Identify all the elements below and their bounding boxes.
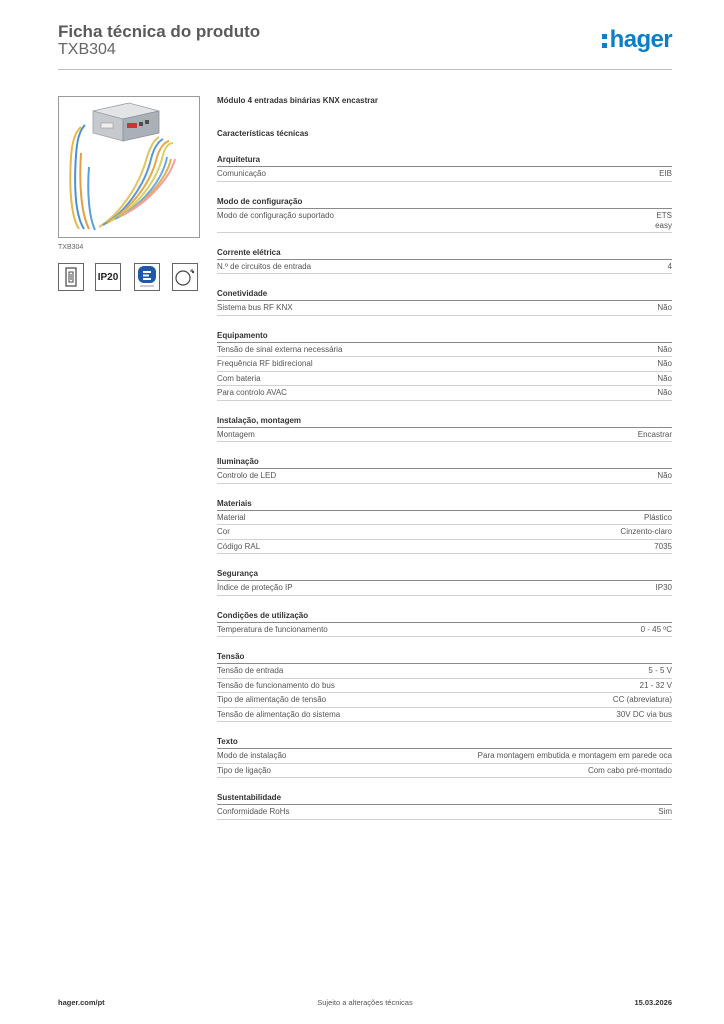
section-tensao — [217, 652, 672, 722]
spec-values — [657, 388, 672, 398]
section-title: Condições de utilização — [217, 611, 672, 623]
spec-values — [655, 211, 672, 231]
spec-values — [613, 695, 672, 705]
section-iluminacao — [217, 457, 672, 484]
spec-value: easy — [655, 220, 672, 230]
spec-values — [657, 374, 672, 384]
spec-row — [217, 581, 672, 596]
section-title: Modo de configuração — [217, 197, 672, 209]
spec-values — [668, 262, 672, 272]
spec-values — [616, 710, 672, 720]
image-caption: TXB304 — [58, 244, 84, 251]
spec-values — [648, 666, 672, 676]
spec-value: 30V DC via bus — [616, 709, 672, 719]
spec-row — [217, 805, 672, 820]
spec-value: Encastrar — [637, 429, 672, 439]
ip20-label: IP20 — [97, 271, 119, 283]
footer-notice: Sujeito a alterações técnicas — [317, 998, 413, 1007]
section-title: Conetividade — [217, 289, 672, 301]
spec-label: Montagem — [217, 429, 255, 439]
spec-label: N.º de circuitos de entrada — [217, 261, 312, 271]
spec-row — [217, 428, 672, 443]
spec-label: Comunicação — [217, 169, 266, 178]
spec-label: Com bateria — [217, 373, 261, 383]
section-instalacao-montagem — [217, 416, 672, 443]
spec-values — [654, 542, 672, 552]
section-equipamento — [217, 331, 672, 401]
section-condicoes-de-utilizacao — [217, 611, 672, 638]
spec-values — [620, 527, 672, 537]
easy-configuration-icon — [134, 263, 160, 291]
section-modo-de-configuracao — [217, 197, 672, 233]
section-title: Tensão — [217, 652, 672, 664]
section-title: Iluminação — [217, 457, 672, 469]
spec-label: Sistema bus RF KNX — [217, 303, 293, 312]
section-sustentabilidade — [217, 793, 672, 820]
ip20-badge — [95, 263, 121, 291]
spec-sections — [217, 155, 672, 820]
section-title: Instalação, montagem — [217, 416, 672, 428]
spec-values — [638, 430, 672, 440]
spec-value: Não — [657, 373, 672, 383]
spec-value: Não — [657, 359, 672, 368]
spec-row — [217, 679, 672, 694]
spec-row — [217, 540, 672, 555]
feature-icons — [58, 263, 198, 293]
section-materiais — [217, 499, 672, 555]
spec-heading: Características técnicas — [217, 129, 309, 138]
spec-values — [658, 807, 672, 817]
section-title: Corrente elétrica — [217, 248, 672, 260]
spec-value: Com cabo pré-montado — [587, 765, 672, 775]
spec-row — [217, 623, 672, 638]
spec-value: Não — [657, 388, 672, 397]
logo-colon-icon — [602, 34, 608, 48]
spec-values — [641, 625, 672, 635]
spec-label: Cor — [217, 527, 230, 536]
spec-values — [657, 303, 672, 313]
spec-value: CC (abreviatura) — [612, 695, 672, 704]
spec-row — [217, 372, 672, 387]
spec-label: Controlo de LED — [217, 471, 277, 480]
product-name: Módulo 4 entradas binárias KNX encastrar — [217, 96, 378, 105]
spec-label: Modo de instalação — [217, 751, 287, 760]
section-title: Materiais — [217, 499, 672, 511]
spec-value: Plástico — [643, 512, 672, 522]
spec-row — [217, 764, 672, 779]
spec-label: Tensão de sinal externa necessária — [217, 344, 343, 354]
spec-row — [217, 260, 672, 275]
spec-value: EIB — [659, 169, 672, 178]
spec-label: Tipo de alimentação de tensão — [217, 695, 327, 704]
hager-logo[interactable] — [602, 26, 672, 54]
section-title: Sustentabilidade — [217, 793, 672, 805]
spec-label: Frequência RF bidirecional — [217, 359, 313, 368]
spec-value: 4 — [667, 261, 672, 271]
spec-value: Não — [657, 344, 672, 354]
specifications — [217, 96, 672, 835]
spec-values — [588, 766, 672, 776]
section-title: Segurança — [217, 569, 672, 581]
logo-text: hager — [609, 26, 672, 53]
spec-row — [217, 209, 672, 233]
spec-values — [644, 513, 672, 523]
spec-row — [217, 167, 672, 182]
section-seguranca — [217, 569, 672, 596]
section-corrente-eletrica — [217, 248, 672, 275]
spec-row — [217, 386, 672, 401]
smart-home-icon — [172, 263, 198, 291]
spec-row — [217, 749, 672, 764]
spec-row — [217, 511, 672, 526]
spec-values — [640, 681, 672, 691]
spec-value: IP30 — [655, 583, 672, 592]
spec-value: 0 - 45 ºC — [640, 624, 672, 634]
spec-label: Material — [217, 512, 246, 522]
spec-row — [217, 343, 672, 358]
product-code: TXB304 — [58, 41, 116, 58]
knx-module-photo — [59, 97, 200, 238]
spec-row — [217, 469, 672, 484]
spec-row — [217, 708, 672, 723]
spec-row — [217, 525, 672, 540]
spec-label: Tipo de ligação — [217, 765, 271, 775]
section-arquitetura — [217, 155, 672, 182]
spec-row — [217, 664, 672, 679]
section-title: Equipamento — [217, 331, 672, 343]
spec-value: Não — [657, 303, 672, 312]
spec-value: 7035 — [654, 541, 672, 551]
footer-date: 15.03.2026 — [634, 998, 672, 1007]
spec-values — [657, 359, 672, 369]
spec-values — [657, 345, 672, 355]
spec-row — [217, 357, 672, 372]
spec-value: Sim — [658, 807, 672, 816]
spec-label: Para controlo AVAC — [217, 388, 287, 397]
spec-label: Conformidade RoHs — [217, 807, 290, 816]
spec-value: Cinzento-claro — [620, 527, 672, 536]
spec-row — [217, 693, 672, 708]
spec-row — [217, 301, 672, 316]
din-rail-icon — [58, 263, 84, 291]
section-conetividade — [217, 289, 672, 316]
spec-value: ETS — [656, 210, 672, 220]
spec-values — [478, 751, 672, 761]
spec-label: Código RAL — [217, 541, 261, 551]
section-texto — [217, 737, 672, 778]
spec-values — [656, 583, 672, 593]
spec-values — [657, 471, 672, 481]
page-title: Ficha técnica do produto — [58, 22, 261, 41]
spec-label: Índice de proteção IP — [217, 583, 293, 592]
spec-values — [659, 169, 672, 179]
spec-label: Tensão de funcionamento do bus — [217, 680, 335, 690]
footer-website[interactable]: hager.com/pt — [58, 998, 105, 1007]
spec-label: Tensão de alimentação do sistema — [217, 709, 341, 719]
spec-value: 5 - 5 V — [648, 666, 672, 675]
spec-value: Não — [657, 471, 672, 480]
spec-value: Para montagem embutida e montagem em parede oca — [477, 751, 672, 760]
spec-label: Temperatura de funcionamento — [217, 624, 328, 634]
section-title: Arquitetura — [217, 155, 672, 167]
spec-label: Tensão de entrada — [217, 666, 284, 675]
section-title: Texto — [217, 737, 672, 749]
page-header — [58, 20, 672, 70]
product-image — [58, 96, 200, 238]
spec-value: 21 - 32 V — [639, 680, 672, 690]
spec-label: Modo de configuração suportado — [217, 210, 334, 220]
page-footer — [58, 998, 672, 1010]
